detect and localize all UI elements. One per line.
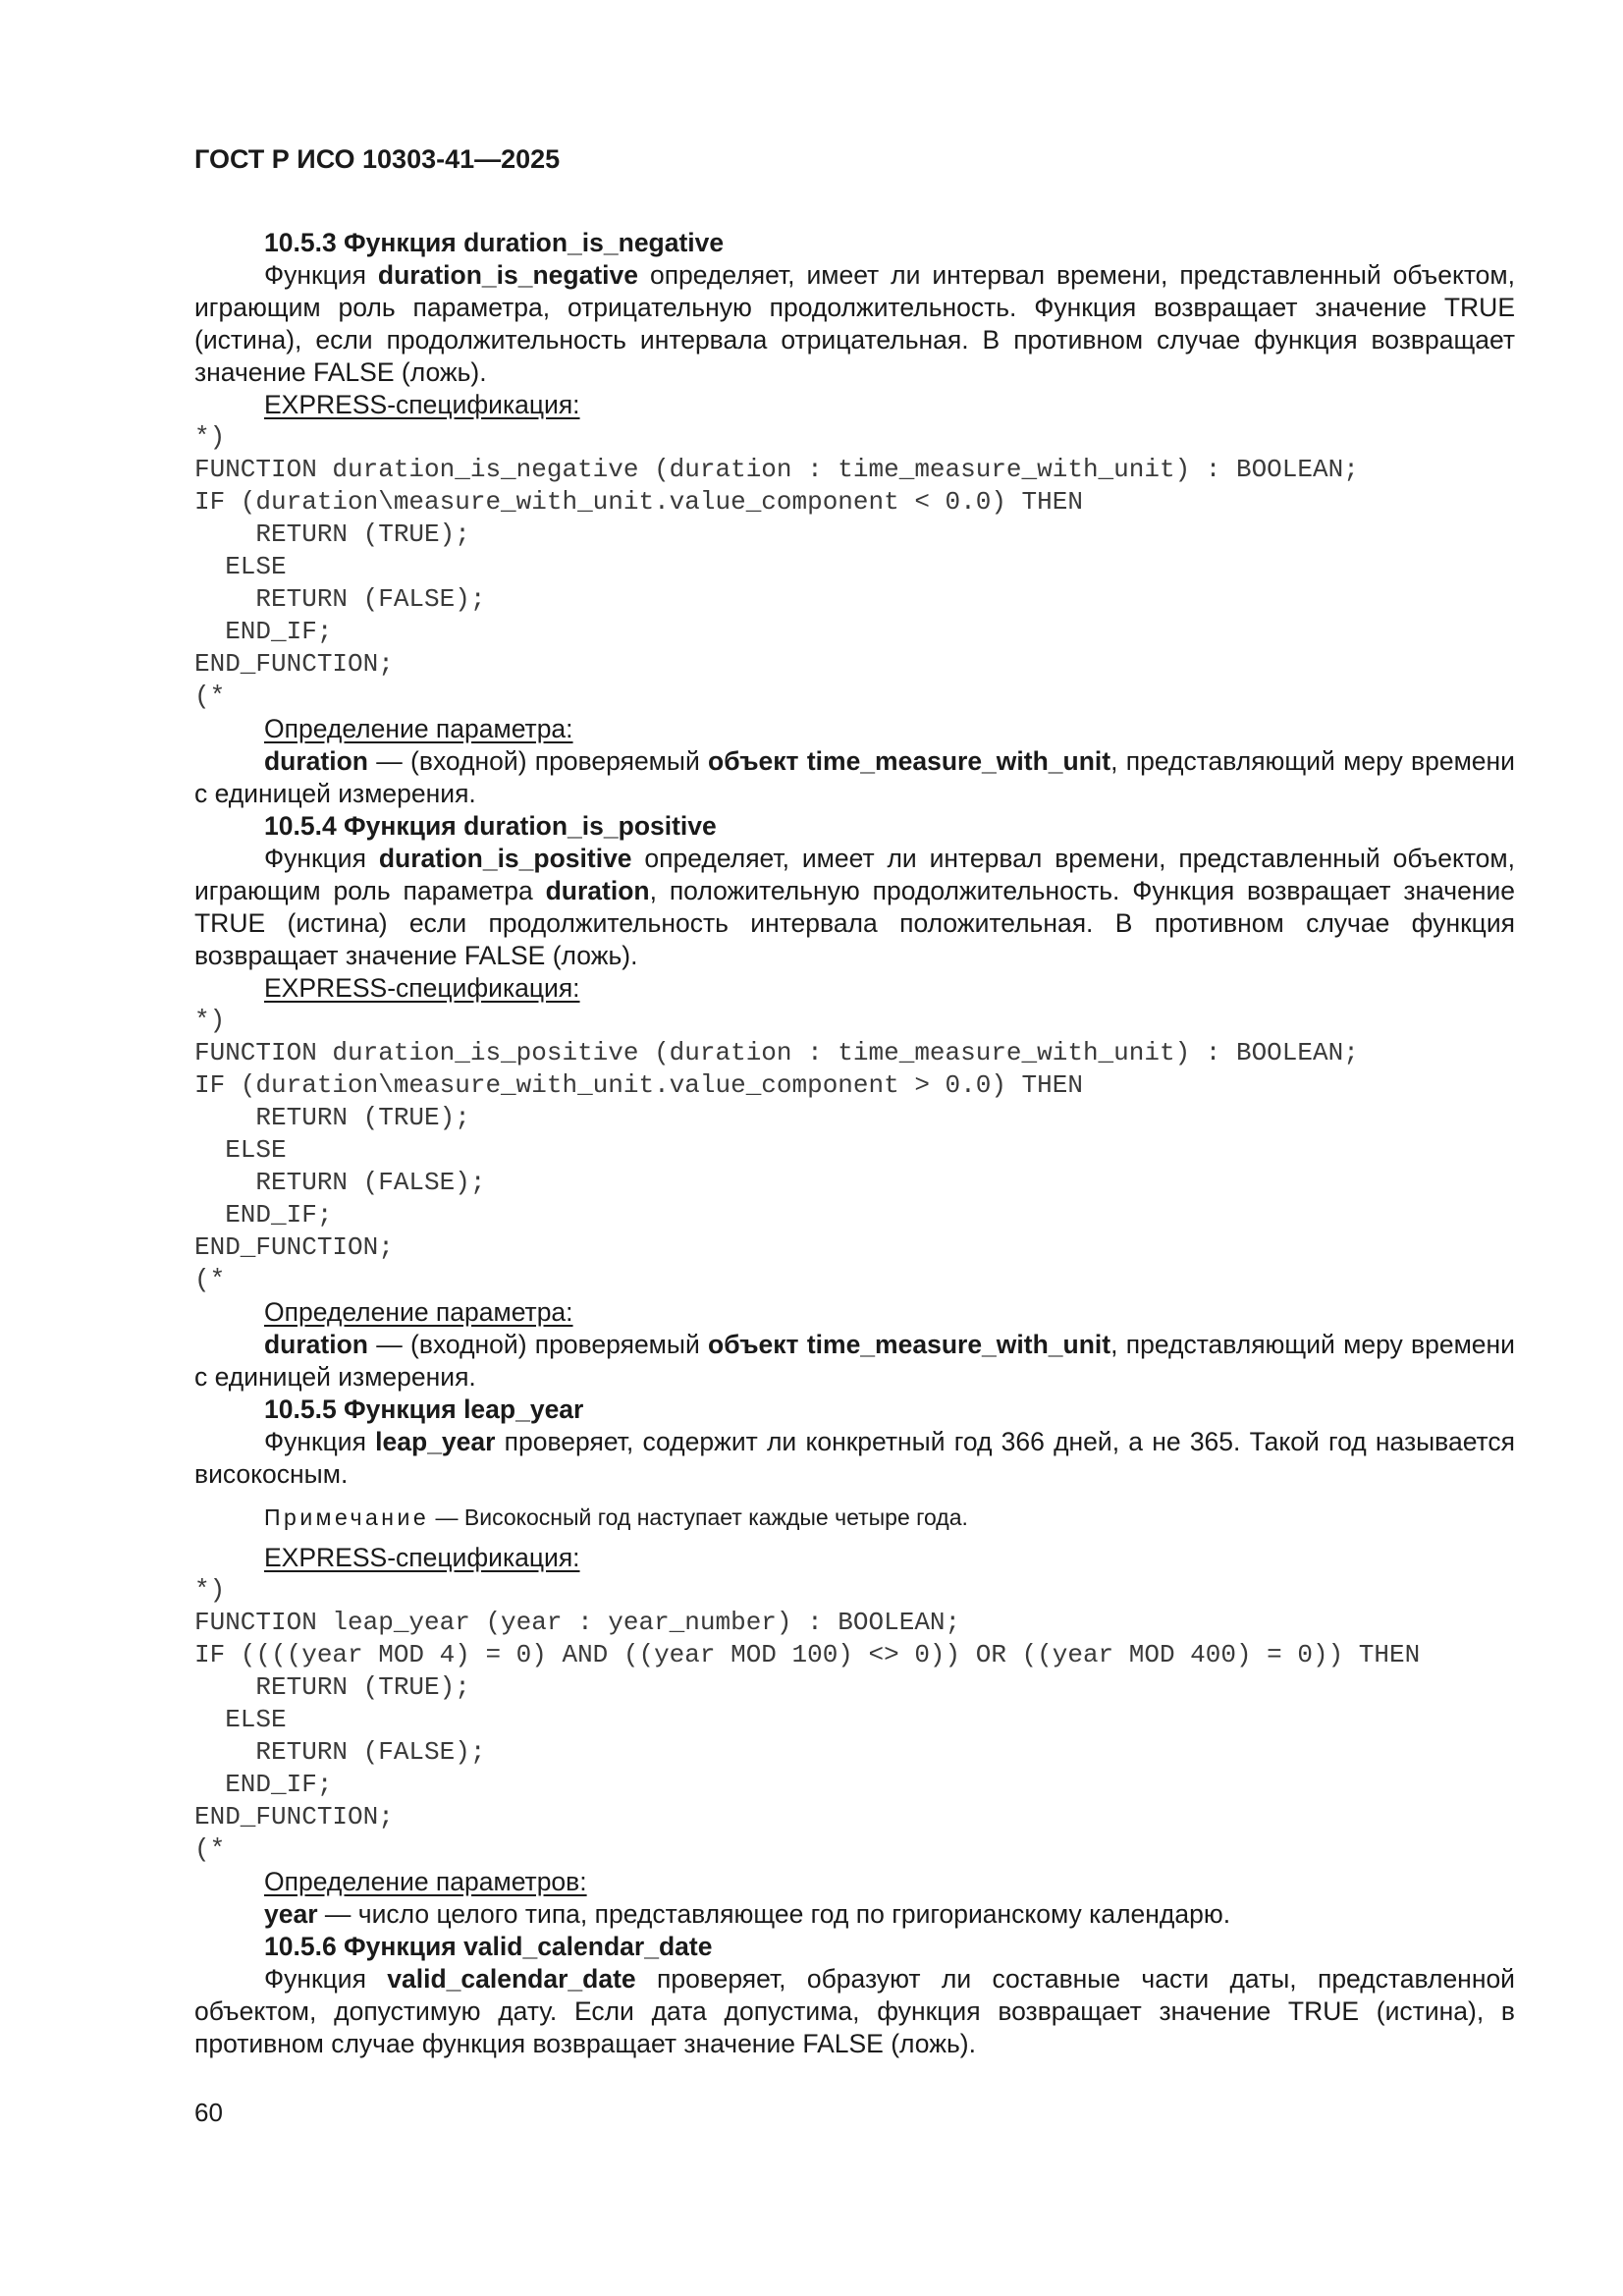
section-heading: 10.5.5 Функция leap_year [264, 1394, 584, 1424]
code-line: IF ((((year MOD 4) = 0) AND ((year MOD 100) <> 0)) OR ((year MOD 400) = 0)) THEN [194, 1640, 1421, 1669]
document-header: ГОСТ Р ИСО 10303-41—2025 [194, 144, 561, 174]
code-line: END_FUNCTION; [194, 1232, 394, 1262]
code-line: END_FUNCTION; [194, 649, 394, 679]
code-line: END_IF; [194, 617, 333, 646]
code-block [194, 1574, 1515, 1866]
document-page [194, 143, 1515, 2060]
code-line: END_IF; [194, 1770, 333, 1799]
function-name: leap_year [375, 1427, 496, 1456]
code-line: END_FUNCTION; [194, 1802, 394, 1831]
text-span: , представляющий меру времени с единицей измерения. [194, 746, 1515, 808]
section-heading: 10.5.6 Функция valid_calendar_date [264, 1932, 713, 1961]
section-paragraph [194, 1426, 1515, 1491]
param-definition [194, 1329, 1515, 1394]
code-line: *) [194, 1575, 226, 1605]
text-span: проверяет, содержит ли конкретный год 366 дней, а не 365. Такой год называется високосным. [194, 1427, 1515, 1489]
code-line: RETURN (FALSE); [194, 584, 486, 614]
section-heading: 10.5.4 Функция duration_is_positive [264, 811, 717, 841]
code-line: END_IF; [194, 1200, 333, 1230]
entity-name: объект time_measure_with_unit [708, 746, 1111, 776]
code-line: RETURN (FALSE); [194, 1737, 486, 1767]
code-line: *) [194, 422, 226, 452]
param-name: duration [545, 876, 650, 905]
code-line: FUNCTION leap_year (year : year_number) : BOOLEAN; [194, 1608, 961, 1637]
code-line: *) [194, 1006, 226, 1035]
code-line: RETURN (FALSE); [194, 1168, 486, 1197]
function-name: duration_is_negative [377, 260, 638, 290]
code-line: ELSE [194, 1705, 287, 1734]
text-span: — (входной) проверяемый [368, 1330, 709, 1359]
text-span: — (входной) проверяемый [368, 746, 709, 776]
code-block [194, 421, 1515, 713]
code-line: (* [194, 1834, 226, 1864]
param-name: duration [264, 1330, 368, 1359]
note-label: Примечание [264, 1504, 430, 1530]
express-spec-label: EXPRESS-спецификация: [264, 973, 580, 1003]
code-line: RETURN (TRUE); [194, 519, 470, 549]
page-number: 60 [194, 2098, 223, 2127]
code-line: ELSE [194, 1135, 287, 1165]
section-10-5-3 [194, 227, 1515, 810]
text-span: , положительную продолжительность. Функция возвращает значение TRUE (истина) если продолжительность интервала положительная. В противном случае функция возвращает значение FALSE (ложь). [194, 876, 1515, 970]
param-definition-label: Определение параметров: [264, 1867, 587, 1896]
text-span: , представляющий меру времени с единицей измерения. [194, 1330, 1515, 1392]
note [194, 1503, 1515, 1532]
param-definition-label: Определение параметра: [264, 714, 573, 743]
param-definition-label: Определение параметра: [264, 1297, 573, 1327]
code-line: (* [194, 1265, 226, 1294]
code-line: IF (duration\measure_with_unit.value_component > 0.0) THEN [194, 1070, 1083, 1100]
code-line: FUNCTION duration_is_positive (duration : time_measure_with_unit) : BOOLEAN; [194, 1038, 1359, 1067]
param-definition [194, 1898, 1515, 1931]
express-spec-label: EXPRESS-спецификация: [264, 1543, 580, 1572]
section-10-5-6 [194, 1931, 1515, 2060]
note-text: — Високосный год наступает каждые четыре года. [429, 1504, 968, 1530]
section-heading: 10.5.3 Функция duration_is_negative [264, 228, 725, 257]
section-paragraph [194, 259, 1515, 389]
section-10-5-4 [194, 810, 1515, 1394]
param-name: duration [264, 746, 368, 776]
text-span: Функция [264, 1427, 376, 1456]
text-span: Функция [264, 844, 379, 873]
text-span: Функция [264, 260, 378, 290]
text-span: Функция [264, 1964, 388, 1994]
section-paragraph [194, 843, 1515, 972]
text-span: определяет, имеет ли интервал времени, представленный объектом, играющим роль параметра, отрицательную продолжительность. Функция возвращает значение TRUE (истина), если продолжительность интервала отрицательная. В противном случае функция возвращает значение FALSE (ложь). [194, 260, 1515, 387]
text-span: — число целого типа, представляющее год по григорианскому календарю. [317, 1899, 1231, 1929]
param-name: year [264, 1899, 318, 1929]
section-10-5-5 [194, 1394, 1515, 1931]
code-line: IF (duration\measure_with_unit.value_component < 0.0) THEN [194, 487, 1083, 517]
function-name: valid_calendar_date [387, 1964, 636, 1994]
code-line: ELSE [194, 552, 287, 581]
section-paragraph [194, 1963, 1515, 2060]
code-line: RETURN (TRUE); [194, 1103, 470, 1132]
text-span: определяет, имеет ли интервал времени, представленный объектом, играющим роль параметра [194, 844, 1515, 905]
function-name: duration_is_positive [378, 844, 632, 873]
code-line: FUNCTION duration_is_negative (duration : time_measure_with_unit) : BOOLEAN; [194, 455, 1359, 484]
code-line: RETURN (TRUE); [194, 1672, 470, 1702]
entity-name: объект time_measure_with_unit [708, 1330, 1111, 1359]
text-span: проверяет, образуют ли составные части даты, представленной объектом, допустимую дату. Если дата допустима, функция возвращает значение TRUE (истина), в противном случае функция возвращает значение FALSE (ложь). [194, 1964, 1515, 2058]
code-block [194, 1005, 1515, 1296]
param-definition [194, 745, 1515, 810]
code-line: (* [194, 682, 226, 711]
express-spec-label: EXPRESS-спецификация: [264, 390, 580, 419]
